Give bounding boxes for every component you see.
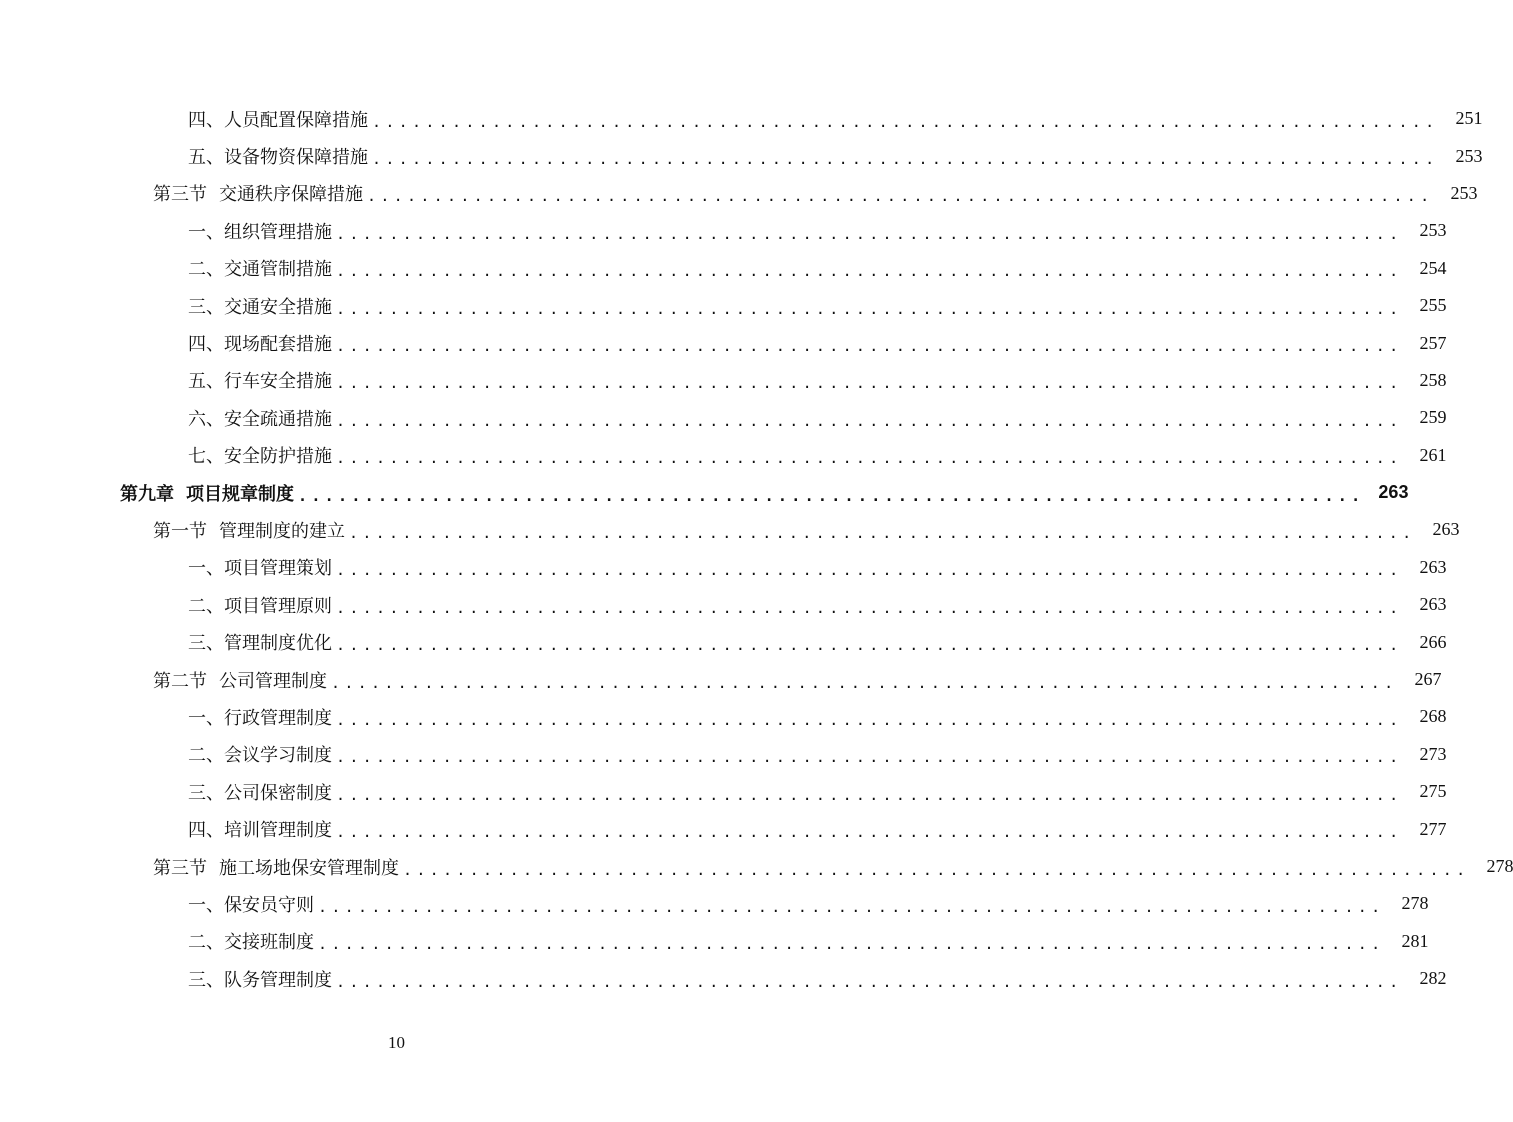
dot-leader: ................................................................................ bbox=[336, 337, 1403, 356]
toc-entry-page: 273 bbox=[1419, 743, 1447, 764]
toc-entry-title bbox=[188, 816, 332, 842]
toc-entry-title bbox=[188, 218, 332, 244]
dot-leader: ................................................................................ bbox=[349, 523, 1416, 542]
toc-section-entry[interactable] bbox=[0, 175, 1478, 212]
dot-leader: ................................................................................ bbox=[336, 224, 1403, 243]
toc-entry-text: 交通秩序保障措施 bbox=[219, 184, 363, 206]
toc-entry-title bbox=[188, 741, 332, 767]
toc-subsection-entry[interactable] bbox=[0, 736, 1447, 773]
toc-entry-number: 一、 bbox=[188, 707, 224, 729]
table-of-contents bbox=[0, 100, 1513, 997]
toc-entry-text: 公司管理制度 bbox=[219, 670, 327, 692]
dot-leader: ................................................................................ bbox=[336, 411, 1403, 430]
toc-subsection-entry[interactable] bbox=[0, 810, 1447, 847]
dot-leader: ................................................................................ bbox=[372, 112, 1439, 131]
toc-entry-title bbox=[153, 667, 327, 693]
toc-entry-title bbox=[188, 255, 332, 281]
toc-entry-number: 四、 bbox=[188, 820, 224, 842]
dot-leader: ................................................................................ bbox=[336, 823, 1403, 842]
toc-entry-page: 251 bbox=[1455, 108, 1483, 129]
toc-entry-page: 263 bbox=[1432, 519, 1460, 540]
toc-entry-title bbox=[188, 629, 332, 655]
toc-entry-text: 组织管理措施 bbox=[224, 221, 332, 243]
dot-leader: ................................................................................ bbox=[372, 150, 1439, 169]
dot-leader: ................................................................................ bbox=[336, 785, 1403, 804]
toc-entry-page: 278 bbox=[1401, 893, 1429, 914]
toc-section-entry[interactable] bbox=[0, 848, 1513, 885]
dot-leader: ................................................................................ bbox=[336, 710, 1403, 729]
toc-entry-number: 五、 bbox=[188, 371, 224, 393]
toc-entry-text: 保安员守则 bbox=[224, 894, 314, 916]
dot-leader: ................................................................................ bbox=[336, 449, 1403, 468]
toc-entry-title bbox=[120, 480, 294, 506]
dot-leader: ................................................................................ bbox=[336, 374, 1403, 393]
toc-entry-text: 会议学习制度 bbox=[224, 745, 332, 767]
toc-subsection-entry[interactable] bbox=[0, 923, 1429, 960]
toc-entry-text: 培训管理制度 bbox=[224, 820, 332, 842]
toc-entry-title bbox=[188, 293, 332, 319]
toc-entry-number: 二、 bbox=[188, 932, 224, 954]
toc-entry-text: 行政管理制度 bbox=[224, 707, 332, 729]
toc-entry-title bbox=[188, 928, 314, 954]
toc-entry-title bbox=[188, 592, 332, 618]
toc-entry-number: 二、 bbox=[188, 745, 224, 767]
toc-entry-text: 管理制度优化 bbox=[224, 633, 332, 655]
toc-entry-text: 交通管制措施 bbox=[224, 259, 332, 281]
toc-subsection-entry[interactable] bbox=[0, 885, 1429, 922]
toc-subsection-entry[interactable] bbox=[0, 586, 1447, 623]
dot-leader: ................................................................................ bbox=[336, 972, 1403, 991]
dot-leader: ................................................................................ bbox=[336, 636, 1403, 655]
toc-entry-title bbox=[153, 180, 363, 206]
toc-entry-page: 263 bbox=[1419, 594, 1447, 615]
toc-entry-number: 二、 bbox=[188, 259, 224, 281]
toc-entry-number: 一、 bbox=[188, 894, 224, 916]
toc-entry-title bbox=[188, 106, 368, 132]
toc-entry-text: 管理制度的建立 bbox=[219, 520, 345, 542]
dot-leader: ................................................................................ bbox=[298, 486, 1365, 505]
toc-entry-number: 第二节 bbox=[153, 670, 207, 692]
toc-entry-number: 七、 bbox=[188, 446, 224, 468]
dot-leader: ................................................................................ bbox=[331, 673, 1398, 692]
dot-leader: ................................................................................ bbox=[403, 860, 1470, 879]
toc-chapter-entry[interactable] bbox=[0, 474, 1409, 511]
toc-entry-title bbox=[188, 330, 332, 356]
dot-leader: ................................................................................ bbox=[318, 897, 1385, 916]
toc-section-entry[interactable] bbox=[0, 661, 1442, 698]
toc-entry-number: 四、 bbox=[188, 334, 224, 356]
toc-entry-number: 第一节 bbox=[153, 520, 207, 542]
toc-entry-page: 254 bbox=[1419, 257, 1447, 278]
toc-entry-number: 第三节 bbox=[153, 857, 207, 879]
toc-entry-number: 三、 bbox=[188, 633, 224, 655]
toc-entry-page: 255 bbox=[1419, 295, 1447, 316]
toc-entry-text: 施工场地保安管理制度 bbox=[219, 857, 399, 879]
toc-entry-text: 安全疏通措施 bbox=[224, 408, 332, 430]
toc-entry-page: 263 bbox=[1378, 482, 1409, 503]
dot-leader: ................................................................................ bbox=[367, 187, 1434, 206]
toc-entry-text: 项目管理策划 bbox=[224, 558, 332, 580]
toc-entry-page: 259 bbox=[1419, 407, 1447, 428]
toc-entry-text: 现场配套措施 bbox=[224, 334, 332, 356]
toc-entry-number: 三、 bbox=[188, 782, 224, 804]
toc-subsection-entry[interactable] bbox=[0, 287, 1447, 324]
toc-entry-text: 队务管理制度 bbox=[224, 969, 332, 991]
toc-subsection-entry[interactable] bbox=[0, 324, 1447, 361]
toc-entry-title bbox=[188, 143, 368, 169]
toc-subsection-entry[interactable] bbox=[0, 773, 1447, 810]
toc-entry-text: 行车安全措施 bbox=[224, 371, 332, 393]
toc-entry-page: 268 bbox=[1419, 706, 1447, 727]
toc-entry-page: 263 bbox=[1419, 556, 1447, 577]
toc-entry-page: 258 bbox=[1419, 369, 1447, 390]
toc-entry-text: 公司保密制度 bbox=[224, 782, 332, 804]
dot-leader: ................................................................................ bbox=[336, 598, 1403, 617]
toc-entry-page: 275 bbox=[1419, 781, 1447, 802]
toc-entry-page: 281 bbox=[1401, 930, 1429, 951]
toc-entry-page: 277 bbox=[1419, 818, 1447, 839]
toc-subsection-entry[interactable] bbox=[0, 100, 1483, 137]
toc-subsection-entry[interactable] bbox=[0, 137, 1483, 174]
toc-entry-text: 人员配置保障措施 bbox=[224, 109, 368, 131]
toc-entry-title bbox=[188, 891, 314, 917]
toc-entry-title bbox=[188, 966, 332, 992]
toc-subsection-entry[interactable] bbox=[0, 960, 1447, 997]
toc-subsection-entry[interactable] bbox=[0, 362, 1447, 399]
toc-entry-title bbox=[153, 854, 399, 880]
toc-entry-number: 五、 bbox=[188, 147, 224, 169]
toc-entry-number: 一、 bbox=[188, 221, 224, 243]
toc-subsection-entry[interactable] bbox=[0, 698, 1447, 735]
toc-section-entry[interactable] bbox=[0, 511, 1460, 548]
toc-entry-title bbox=[188, 779, 332, 805]
toc-entry-text: 交接班制度 bbox=[224, 932, 314, 954]
toc-entry-number: 第九章 bbox=[120, 483, 174, 505]
toc-entry-number: 三、 bbox=[188, 969, 224, 991]
toc-subsection-entry[interactable] bbox=[0, 399, 1447, 436]
toc-entry-number: 一、 bbox=[188, 558, 224, 580]
toc-entry-page: 266 bbox=[1419, 631, 1447, 652]
page-number: 10 bbox=[388, 1033, 405, 1052]
toc-entry-text: 交通安全措施 bbox=[224, 296, 332, 318]
toc-subsection-entry[interactable] bbox=[0, 549, 1447, 586]
toc-subsection-entry[interactable] bbox=[0, 250, 1447, 287]
toc-entry-title bbox=[153, 517, 345, 543]
toc-entry-text: 安全防护措施 bbox=[224, 446, 332, 468]
dot-leader: ................................................................................ bbox=[336, 561, 1403, 580]
toc-entry-title bbox=[188, 554, 332, 580]
toc-entry-page: 282 bbox=[1419, 968, 1447, 989]
dot-leader: ................................................................................ bbox=[336, 299, 1403, 318]
dot-leader: ................................................................................ bbox=[318, 935, 1385, 954]
toc-entry-text: 项目规章制度 bbox=[186, 483, 294, 505]
toc-entry-page: 257 bbox=[1419, 332, 1447, 353]
toc-entry-page: 253 bbox=[1450, 182, 1478, 203]
toc-entry-page: 261 bbox=[1419, 444, 1447, 465]
toc-entry-text: 设备物资保障措施 bbox=[224, 147, 368, 169]
toc-entry-page: 253 bbox=[1419, 220, 1447, 241]
toc-entry-page: 253 bbox=[1455, 145, 1483, 166]
toc-entry-number: 六、 bbox=[188, 408, 224, 430]
toc-subsection-entry[interactable] bbox=[0, 623, 1447, 660]
toc-entry-number: 第三节 bbox=[153, 184, 207, 206]
toc-entry-page: 267 bbox=[1414, 669, 1442, 690]
dot-leader: ................................................................................ bbox=[336, 262, 1403, 281]
dot-leader: ................................................................................ bbox=[336, 748, 1403, 767]
toc-entry-page: 278 bbox=[1486, 856, 1513, 876]
toc-entry-number: 二、 bbox=[188, 595, 224, 617]
toc-entry-title bbox=[188, 442, 332, 468]
toc-entry-text: 项目管理原则 bbox=[224, 595, 332, 617]
toc-entry-title bbox=[188, 367, 332, 393]
toc-entry-title bbox=[188, 704, 332, 730]
toc-subsection-entry[interactable] bbox=[0, 437, 1447, 474]
toc-entry-number: 四、 bbox=[188, 109, 224, 131]
toc-entry-number: 三、 bbox=[188, 296, 224, 318]
toc-subsection-entry[interactable] bbox=[0, 212, 1447, 249]
toc-entry-title bbox=[188, 405, 332, 431]
